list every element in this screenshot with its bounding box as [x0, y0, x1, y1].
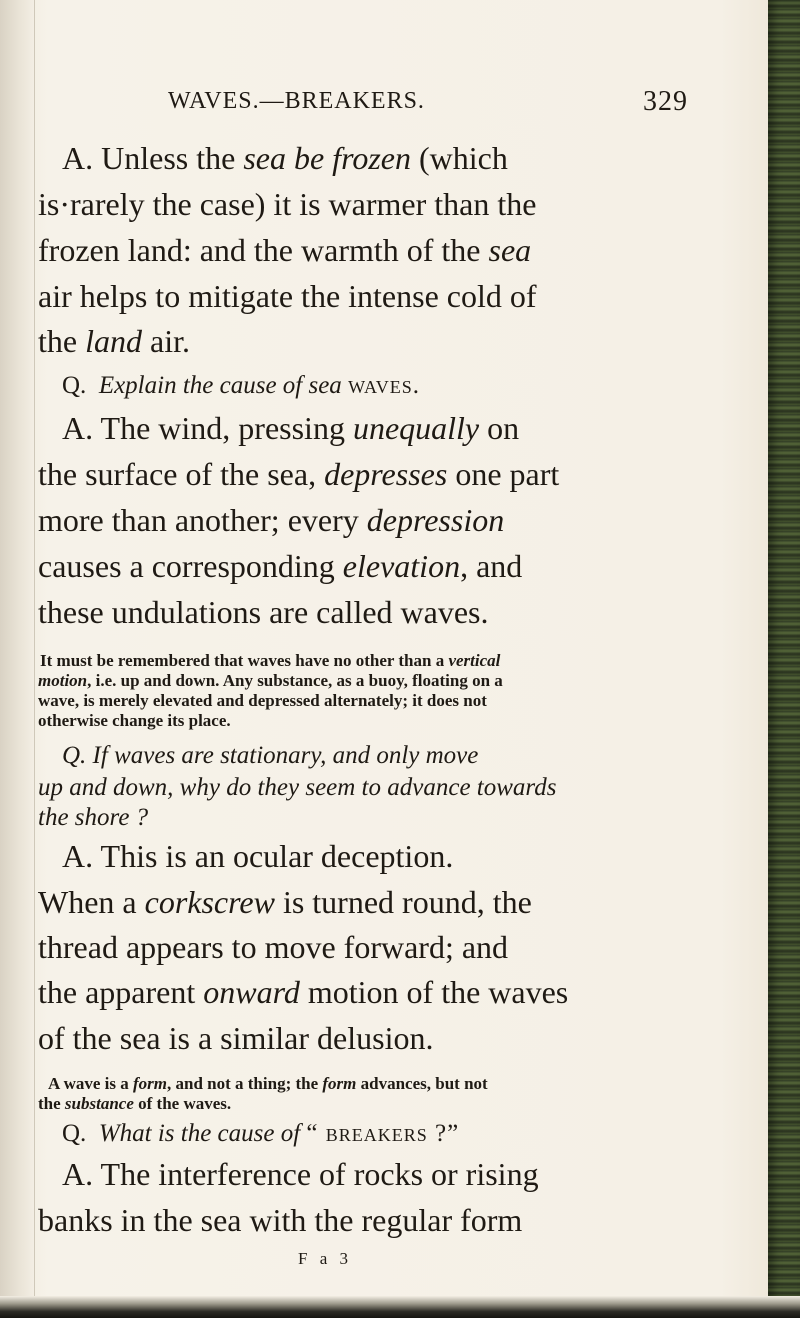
answer-line: thread appears to move forward; and [38, 929, 509, 965]
answer-line: these undulations are called waves. [38, 594, 489, 630]
note-line: wave, is merely elevated and depressed alternately; it does not [38, 691, 487, 710]
answer-line: of the sea is a similar delusion. [38, 1020, 434, 1056]
question-line: Q. What is the cause of “ breakers ?” [62, 1120, 460, 1147]
question-line: Q. Explain the cause of sea waves. [62, 372, 420, 399]
binding-gutter [0, 0, 35, 1318]
answer-line: When a corkscrew is turned round, the [38, 884, 532, 920]
answer-line: causes a corresponding elevation, and [38, 548, 523, 584]
answer-line: the surface of the sea, depresses one part [38, 456, 560, 492]
answer-line: A. The interference of rocks or rising [62, 1156, 539, 1192]
answer-line: banks in the sea with the regular form [38, 1202, 523, 1238]
page-number: 329 [643, 86, 688, 117]
question-line: Q. If waves are stationary, and only move [62, 742, 479, 769]
answer-line: A. This is an ocular deception. [62, 838, 454, 874]
answer-line: A. Unless the sea be frozen (which [62, 140, 508, 176]
answer-line: air helps to mitigate the intense cold of [38, 278, 537, 314]
answer-line: frozen land: and the warmth of the sea [38, 232, 532, 268]
printer-signature: F a 3 [298, 1249, 352, 1268]
question-line: the shore ? [38, 804, 149, 831]
answer-line: the apparent onward motion of the waves [38, 974, 569, 1010]
question-line: up and down, why do they seem to advance towards [38, 774, 557, 801]
answer-line: is·rarely the case) it is warmer than the [38, 186, 537, 222]
note-line: otherwise change its place. [38, 711, 231, 730]
answer-line: more than another; every depression [38, 502, 505, 538]
answer-line: the land air. [38, 323, 190, 359]
running-title: WAVES.—BREAKERS. [168, 88, 425, 114]
answer-line: A. The wind, pressing unequally on [62, 410, 520, 446]
note-line: A wave is a form, and not a thing; the form advances, but not [48, 1074, 488, 1093]
note-line: the substance of the waves. [38, 1094, 232, 1113]
note-line: It must be remembered that waves have no other than a vertical [40, 651, 501, 670]
note-line: motion, i.e. up and down. Any substance, as a buoy, floating on a [38, 671, 503, 690]
page-edge-right [768, 0, 800, 1318]
page-edge-bottom [0, 1296, 800, 1318]
